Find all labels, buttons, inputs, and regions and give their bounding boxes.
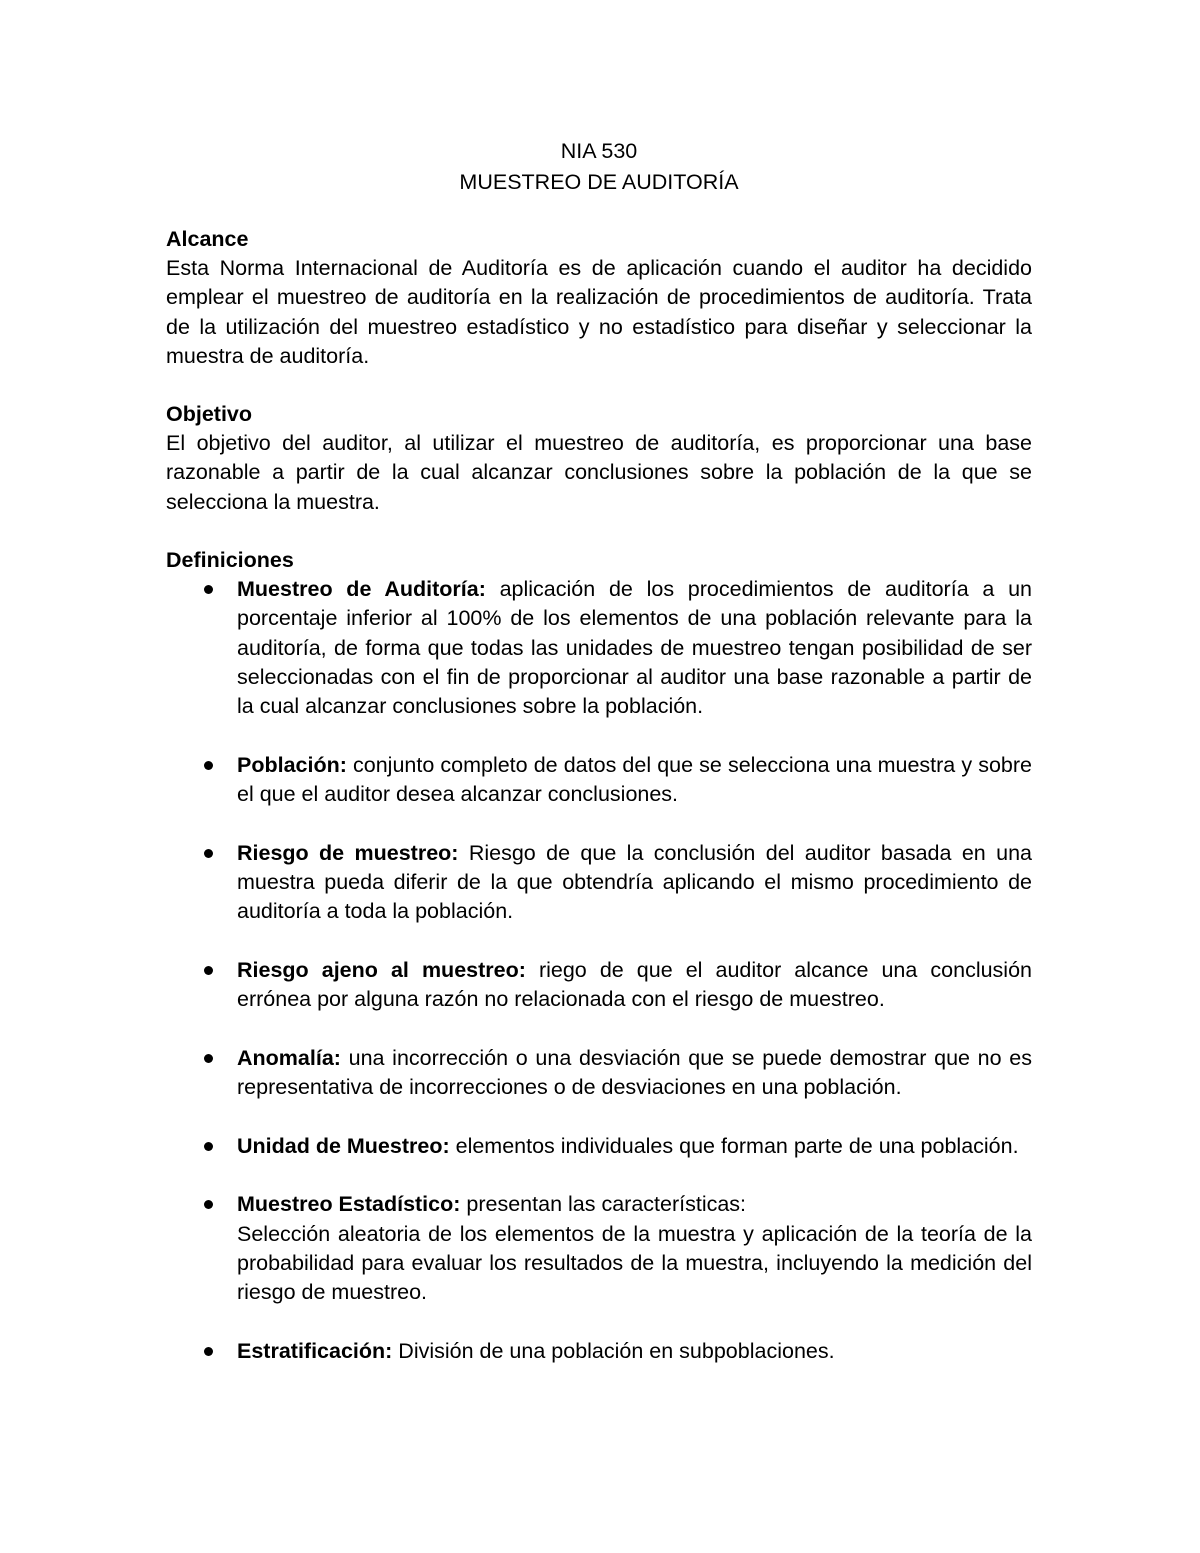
bullet-icon	[204, 1347, 213, 1356]
section-text-objetivo: El objetivo del auditor, al utilizar el muestreo de auditoría, es proporcionar una base razonable a partir de la cual alcanzar conclusiones sobre la población de la que se selecciona la muestra.	[166, 431, 1032, 514]
definition-text: presentan las características:	[460, 1192, 747, 1217]
definition-item	[166, 1337, 1032, 1366]
section-heading-objetivo: Objetivo	[166, 402, 253, 427]
definition-item	[166, 1190, 1032, 1307]
definition-item	[166, 956, 1032, 1015]
definition-text: aplicación de los procedimientos de auditoría a un porcentaje inferior al 100% de los elementos de una población relevante para la auditoría, de forma que todas las unidades de muestreo tengan posibilidad de ser seleccionadas con el fin de proporcionar al auditor una base razonable a partir de la cual alcanzar conclusiones sobre la población.	[237, 577, 1032, 719]
section-heading-definiciones: Definiciones	[166, 548, 294, 573]
definition-text: riego de que el auditor alcance una conclusión errónea por alguna razón no relacionada con el riesgo de muestreo.	[237, 957, 1032, 1012]
bullet-icon	[204, 1142, 213, 1151]
definition-extra-text: Selección aleatoria de los elementos de la muestra y aplicación de la teoría de la probabilidad para evaluar los resultados de la muestra, incluyendo la medición del riesgo de muestreo.	[237, 1221, 1032, 1305]
bullet-icon	[204, 1054, 213, 1063]
section-heading-alcance: Alcance	[166, 227, 249, 251]
definition-text: conjunto completo de datos del que se selecciona una muestra y sobre el que el auditor desea alcanzar conclusiones.	[237, 752, 1032, 807]
definition-item	[166, 751, 1032, 810]
definitions-list	[166, 575, 1032, 1366]
document-title-code: NIA 530	[560, 139, 638, 163]
section-text-alcance: Esta Norma Internacional de Auditoría es de aplicación cuando el auditor ha decidido emplear el muestreo de auditoría en la realización de procedimientos de auditoría. Trata de la utilización del muestreo estadístico y no estadístico para diseñar y seleccionar la muestra de auditoría.	[166, 256, 1032, 368]
definition-item	[166, 839, 1032, 927]
definition-term: Muestreo Estadístico:	[237, 1192, 461, 1217]
definition-term: Riesgo de muestreo:	[237, 840, 459, 865]
definition-term: Unidad de Muestreo:	[237, 1133, 450, 1158]
bullet-icon	[204, 1200, 213, 1209]
definition-text: elementos individuales que forman parte de una población.	[449, 1133, 1019, 1158]
definition-term: Muestreo de Auditoría:	[237, 577, 486, 602]
definition-text: División de una población en subpoblaciones.	[392, 1338, 835, 1363]
definition-item	[166, 575, 1032, 721]
bullet-icon	[204, 761, 213, 770]
definition-item	[166, 1132, 1032, 1161]
document-title: MUESTREO DE AUDITORÍA	[459, 170, 739, 194]
section-alcance	[166, 225, 1032, 371]
document-page	[166, 136, 1032, 1395]
definition-term: Riesgo ajeno al muestreo:	[237, 957, 526, 982]
bullet-icon	[204, 849, 213, 858]
definition-term: Anomalía:	[237, 1045, 341, 1070]
definition-term: Estratificación:	[237, 1338, 393, 1363]
section-objetivo	[166, 400, 1032, 517]
bullet-icon	[204, 585, 213, 594]
definition-term: Población:	[237, 752, 347, 777]
definition-text: Riesgo de que la conclusión del auditor basada en una muestra pueda diferir de la que obtendría aplicando el mismo procedimiento de auditoría a toda la población.	[237, 840, 1032, 924]
bullet-icon	[204, 966, 213, 975]
definition-text: una incorrección o una desviación que se puede demostrar que no es representativa de incorrecciones o de desviaciones en una población.	[237, 1045, 1032, 1100]
title-block	[166, 136, 1032, 198]
section-definiciones	[166, 546, 1032, 1366]
definition-item	[166, 1044, 1032, 1103]
